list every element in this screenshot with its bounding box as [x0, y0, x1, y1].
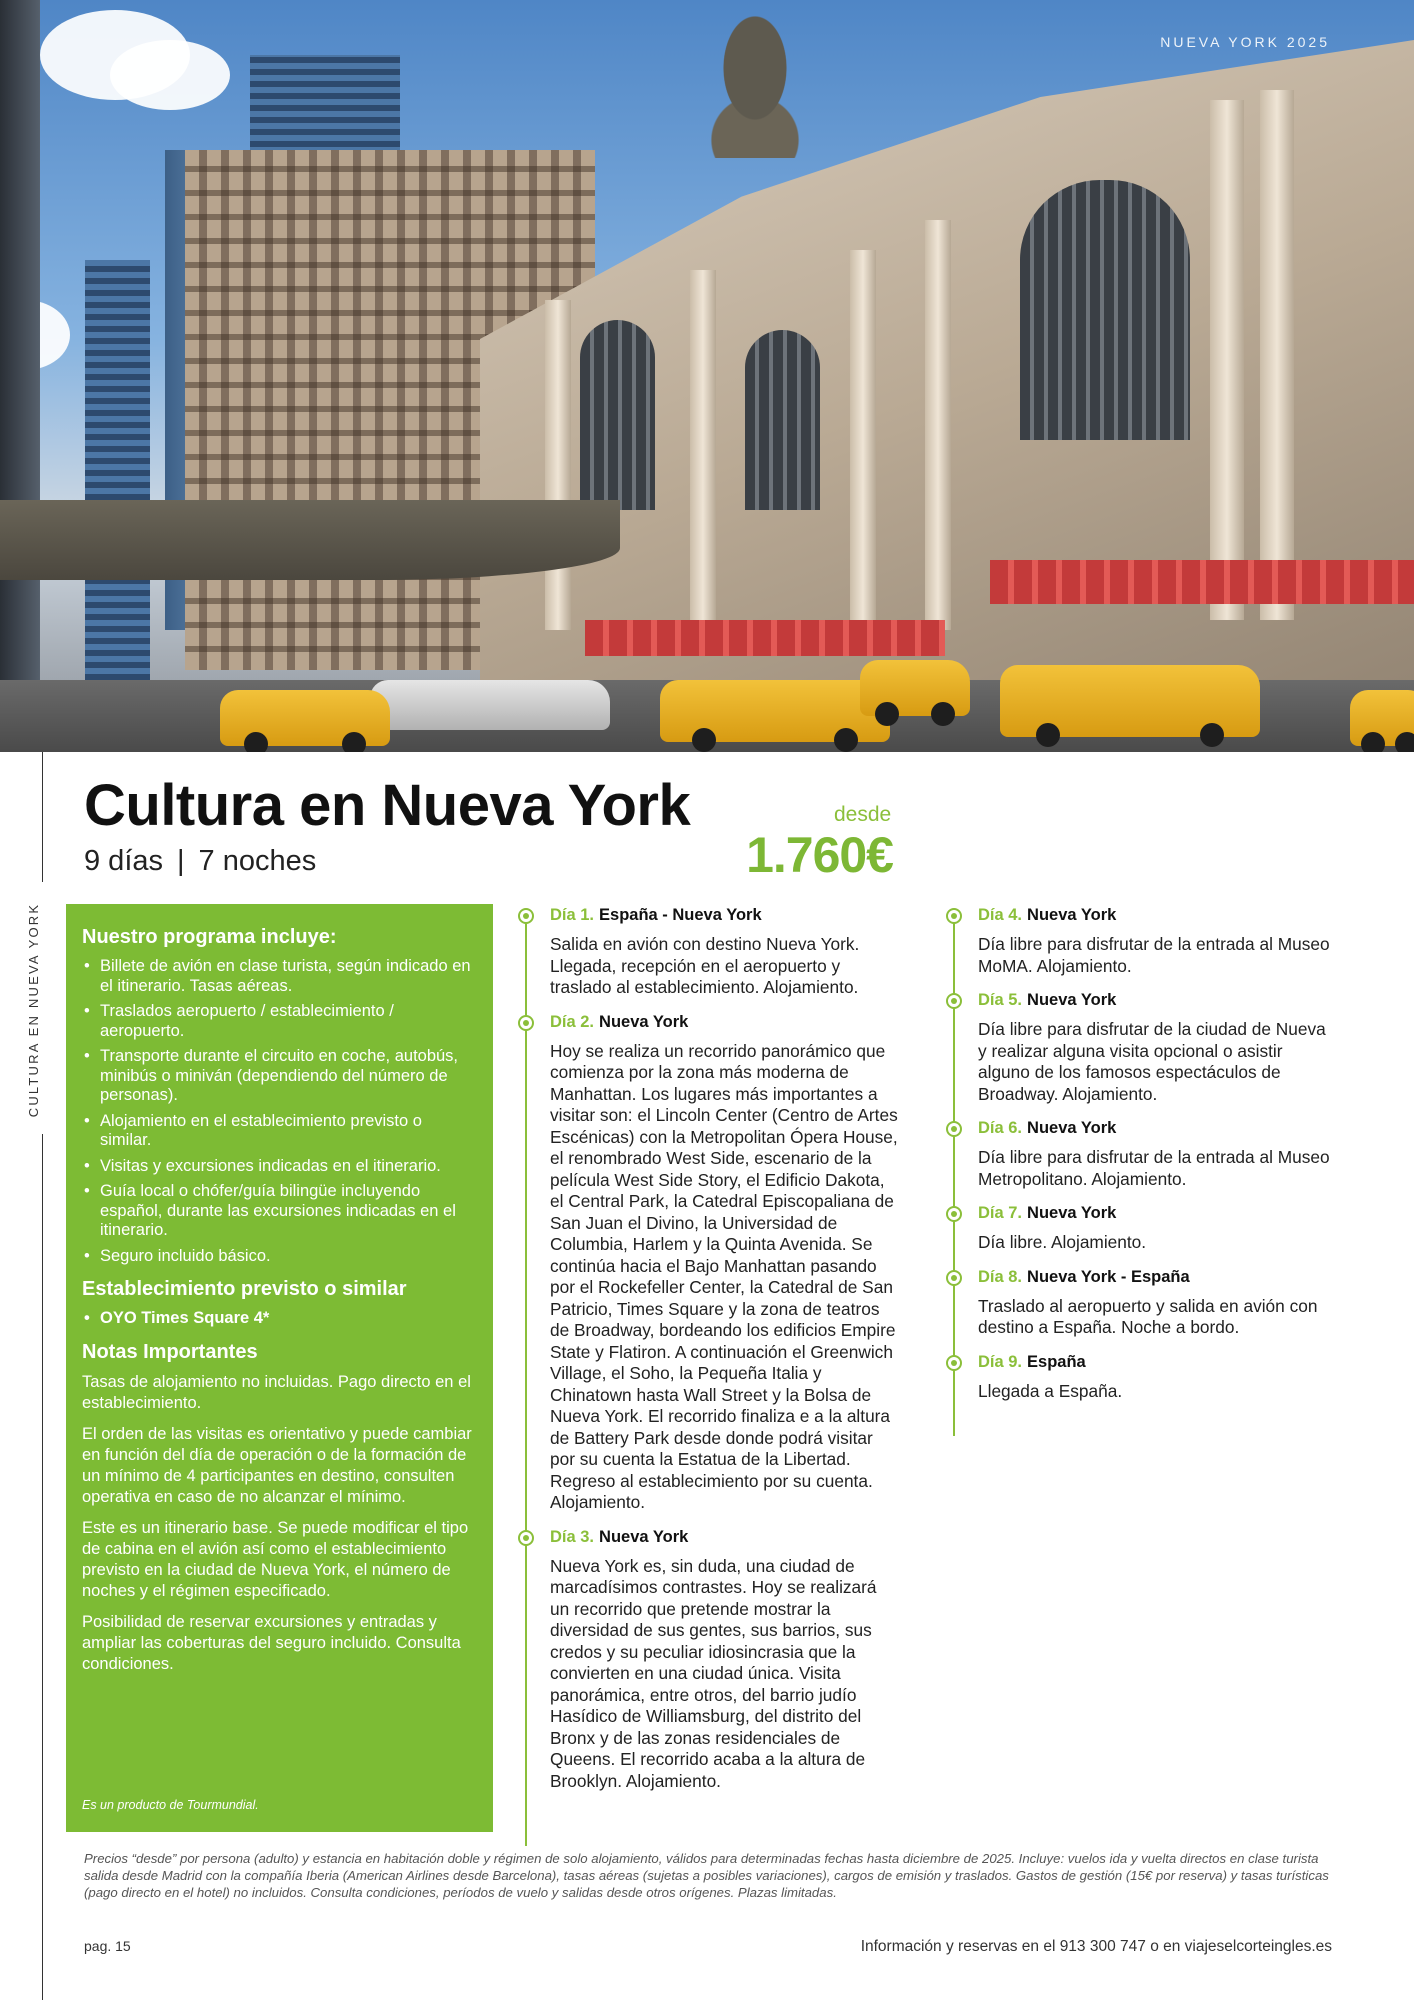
day-heading [550, 1526, 900, 1548]
itinerary-day [938, 1202, 1338, 1254]
page-number: pag. 15 [84, 1938, 131, 1954]
day-text: Salida en avión con destino Nueva York. Llegada, recepción en el aeropuerto y traslado al establecimiento. Alojamiento. [550, 934, 860, 997]
booking-info: Información y reservas en el 913 300 747 o en viajeselcorteingles.es [860, 1938, 1332, 1955]
side-label: CULTURA EN NUEVA YORK [26, 902, 41, 1118]
note: Posibilidad de reservar excursiones y entradas y ampliar las coberturas del seguro incluido. Consulta condiciones. [82, 1612, 461, 1673]
days: 9 días [84, 845, 163, 877]
day-text: Día libre para disfrutar de la entrada al Museo MoMA. Alojamiento. [978, 934, 1330, 976]
timeline-dot-icon [946, 1206, 962, 1222]
day-title: Nueva York [1027, 1119, 1117, 1137]
vertical-rule-top [42, 752, 43, 882]
itinerary-day [938, 904, 1338, 977]
itinerary-day [510, 1011, 900, 1514]
note: Este es un itinerario base. Se puede modificar el tipo de cabina en el avión así como el establecimiento previsto en la ciudad de Nueva York, el número de noches y el régimen especificado. [82, 1518, 469, 1600]
product-credit: Es un producto de Tourmundial. [82, 1798, 259, 1812]
timeline-dot-icon [946, 1270, 962, 1286]
day-title: Nueva York - España [1027, 1267, 1190, 1286]
price: 1.760€ [746, 827, 893, 883]
timeline-dot-icon [946, 1121, 962, 1137]
day-number: Día 8. [978, 1267, 1023, 1286]
day-heading [978, 904, 1338, 926]
day-heading [978, 1202, 1338, 1224]
day-text: Hoy se realiza un recorrido panorámico que comienza por la zona más moderna de Manhattan. Los lugares más importantes a visitar son: el Lincoln Center (Centro de Artes Escénicas) con la Metropolitan Ópera House, el renombrado West Side, escenario de la película West Side Story, el Edificio Dakota, el Central Park, la Catedral Episcopaliana de San Juan el Divino, la Universidad de Columbia, Harlem y la Quinta Avenida. Se continúa hacia el Bajo Manhattan pasando por el Rockefeller Center, la Catedral de San Patricio, Times Square y la zona de teatros de Broadway, bordeando los edificios Empire State y Flatiron. A continuación el Greenwich Village, el Soho, la Pequeña Italia y Chinatown hasta Wall Street y la Bolsa de Nueva York. El recorrido finaliza e a la altura de Battery Park desde donde podrá visitar por su cuenta la Estatua de la Libertad. Regreso al establecimiento por su cuenta. Alojamiento. [550, 1040, 898, 1512]
timeline-dot-icon [518, 908, 534, 924]
day-text: Día libre para disfrutar de la entrada al Museo Metropolitano. Alojamiento. [978, 1147, 1330, 1189]
timeline-dot-icon [946, 908, 962, 924]
hotel-name: • OYO Times Square 4* [82, 1309, 477, 1329]
hotel-list [82, 1309, 477, 1329]
program-item: • Alojamiento en el establecimiento previsto o similar. [82, 1112, 477, 1151]
vertical-rule-bottom [42, 1134, 43, 2000]
day-title: Nueva York [1027, 906, 1117, 924]
day-heading [550, 904, 900, 926]
program-item: • Guía local o chófer/guía bilingüe incluyendo español, durante las excursiones indicadas en el itinerario. [82, 1182, 477, 1241]
program-item: • Transporte durante el circuito en coche, autobús, minibús o miniván (dependiendo del número de personas). [82, 1047, 477, 1106]
timeline-dot-icon [946, 1355, 962, 1371]
day-title: España - Nueva York [599, 906, 762, 924]
day-text: Traslado al aeropuerto y salida en avión con destino a España. Noche a bordo. [978, 1295, 1318, 1337]
program-item: • Billete de avión en clase turista, según indicado en el itinerario. Tasas aéreas. [82, 957, 477, 996]
hero-photo [0, 0, 1414, 752]
timeline-dot-icon [518, 1530, 534, 1546]
day-title: Nueva York [1027, 1204, 1117, 1222]
itinerary-day [938, 1351, 1338, 1403]
day-heading [550, 1011, 900, 1033]
timeline-dot-icon [518, 1015, 534, 1031]
note: El orden de las visitas es orientativo y puede cambiar en función del día de operación o de la formación de un mínimo de 4 participantes en destino, consulten operativa en caso de no alcanzar el mínimo. [82, 1424, 472, 1506]
day-heading [978, 1351, 1338, 1373]
duration [84, 845, 316, 878]
day-title: Nueva York [599, 1527, 689, 1546]
itinerary-column-left [510, 904, 900, 1792]
duration-separator: | [177, 845, 185, 877]
day-title: Nueva York [599, 1012, 689, 1031]
page-title: Cultura en Nueva York [84, 773, 691, 838]
nights: 7 noches [198, 845, 317, 877]
price-from-label: desde [834, 803, 892, 826]
day-text: Nueva York es, sin duda, una ciudad de marcadísimos contrastes. Hoy se realizará un recorrido que pretende mostrar la diversidad de sus gentes, sus barrios, sus credos y su peculiar idiosincrasia que la convierten en una ciudad única. Visita panorámica, entre otros, del barrio judío Hasídico de Williamsburg, del distrito del Bronx y de las zonas residenciales de Queens. El recorrido acaba a la altura de Brooklyn. Alojamiento. [550, 1555, 877, 1791]
hero-tag: NUEVA YORK 2025 [1160, 34, 1330, 50]
itinerary-day [938, 989, 1338, 1105]
notes-heading: Notas Importantes [82, 1340, 258, 1363]
program-list [82, 957, 477, 1266]
note: Tasas de alojamiento no incluidas. Pago directo en el establecimiento. [82, 1372, 471, 1412]
day-number: Día 2. [550, 1012, 595, 1031]
itinerary-column-right [938, 904, 1338, 1402]
day-number: Día 3. [550, 1527, 595, 1546]
day-text: Llegada a España. [978, 1380, 1123, 1401]
day-number: Día 1. [550, 906, 595, 924]
timeline-dot-icon [946, 993, 962, 1009]
program-heading: Nuestro programa incluye: [82, 926, 337, 948]
itinerary-day [510, 904, 900, 999]
itinerary-day [938, 1266, 1338, 1339]
day-title: España [1027, 1352, 1086, 1371]
day-number: Día 9. [978, 1352, 1023, 1371]
program-item: • Visitas y excursiones indicadas en el itinerario. [82, 1157, 477, 1177]
program-item: • Traslados aeropuerto / establecimiento / aeropuerto. [82, 1002, 477, 1041]
price-footnote: Precios “desde” por persona (adulto) y estancia en habitación doble y régimen de solo alojamiento, válidos para determinadas fechas hasta diciembre de 2025. Incluye: vuelos ida y vuelta directos en clase turista salida desde Madrid con la compañía Iberia (American Airlines desde Barcelona), tasas aéreas (sujetas a posibles variaciones), cargos de emisión y traslados. Gastos de gestión (15€ por reserva) y tasas turísticas (pago directo en el hotel) no incluidos. Consulta condiciones, períodos de vuelo y salidas desde otros orígenes. Plazas limitadas. [84, 1851, 1329, 1900]
day-heading [978, 1117, 1338, 1139]
day-text: Día libre para disfrutar de la ciudad de Nueva y realizar alguna visita opcional o asistir alguno de los famosos espectáculos de Broadway. Alojamiento. [978, 1019, 1326, 1104]
day-heading [978, 989, 1338, 1011]
day-text: Día libre. Alojamiento. [978, 1232, 1147, 1252]
program-item: • Seguro incluido básico. [82, 1247, 477, 1267]
day-heading [978, 1266, 1338, 1288]
day-number: Día 5. [978, 991, 1023, 1009]
day-number: Día 4. [978, 906, 1023, 924]
program-box [66, 904, 493, 1832]
hotel-heading: Establecimiento previsto o similar [82, 1278, 407, 1300]
day-number: Día 6. [978, 1119, 1023, 1137]
itinerary-day [938, 1117, 1338, 1190]
day-title: Nueva York [1027, 991, 1117, 1009]
day-number: Día 7. [978, 1204, 1023, 1222]
itinerary-day [510, 1526, 900, 1793]
